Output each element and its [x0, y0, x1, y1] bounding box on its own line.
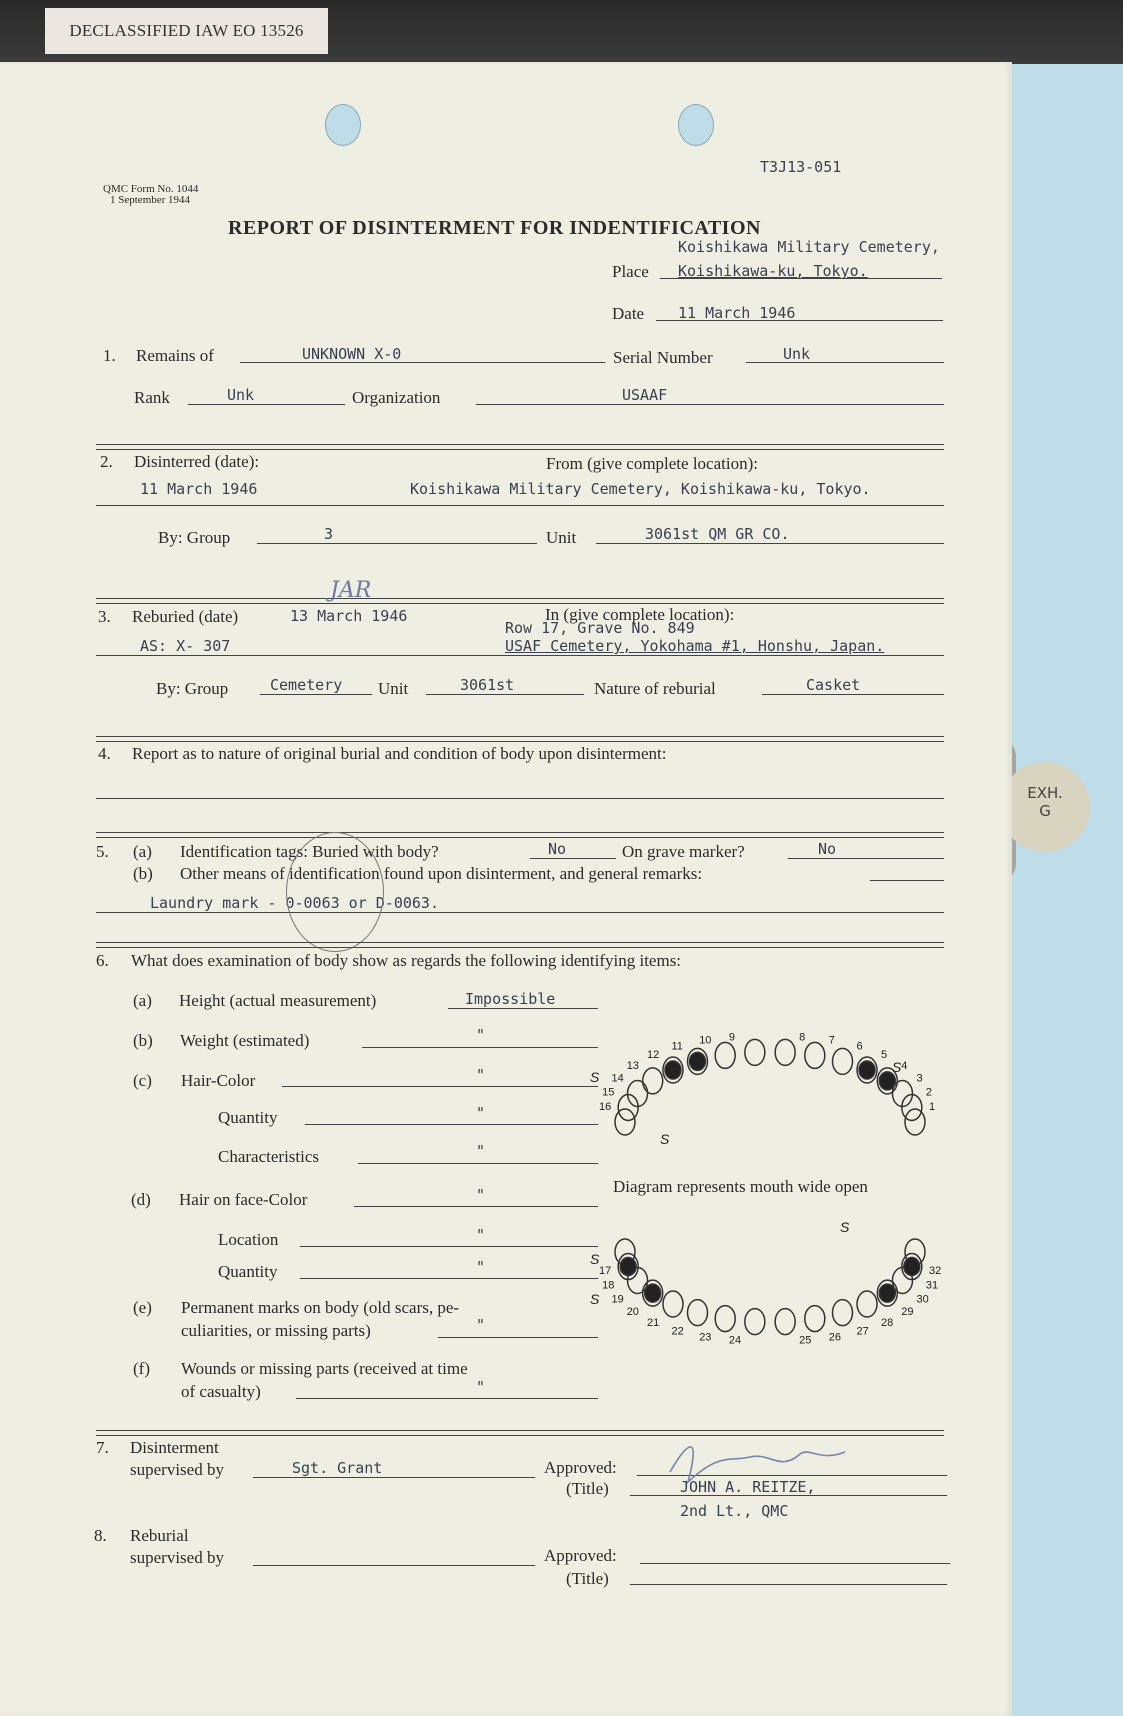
- face-key: (d): [131, 1190, 151, 1209]
- reburied-label: Reburied (date): [132, 607, 239, 626]
- approver-name: JOHN A. REITZE,: [680, 1478, 816, 1496]
- tags-label: Identification tags: Buried with body?: [180, 842, 439, 861]
- marks-label-line2: culiarities, or missing parts): [181, 1321, 371, 1340]
- remains-label: Remains of: [136, 346, 214, 365]
- in-location-line2: USAF Cemetery, Yokohama #1, Honshu, Japan.: [505, 637, 885, 655]
- tooth-outline: [805, 1042, 825, 1068]
- tooth-outline: [745, 1309, 765, 1335]
- by-group-value: 3: [324, 525, 334, 543]
- tooth-outline: [615, 1109, 635, 1135]
- tooth-number: 24: [728, 1334, 742, 1347]
- reburied-unit-label: Unit: [378, 679, 409, 698]
- wounds-label-line2: of casualty): [181, 1382, 261, 1401]
- date-value: 11 March 1946: [678, 304, 796, 322]
- height-key: (a): [133, 991, 152, 1010]
- report-title: REPORT OF DISINTERMENT FOR INDENTIFICATION: [228, 217, 761, 239]
- tooth-outline: [775, 1309, 795, 1335]
- characteristics-label: Characteristics: [218, 1147, 320, 1166]
- serial-label: Serial Number: [613, 348, 713, 367]
- s-mark: S: [660, 1131, 670, 1147]
- item6-number: 6.: [96, 951, 109, 970]
- s-mark: S: [590, 1291, 600, 1307]
- tooth-number: 18: [602, 1279, 615, 1292]
- height-value: Impossible: [465, 990, 556, 1008]
- tooth-outline: [663, 1291, 683, 1317]
- as-value: AS: X- 307: [140, 637, 231, 655]
- tooth-filling: [665, 1061, 681, 1079]
- tooth-number: 1: [929, 1101, 936, 1113]
- in-location-line1: Row 17, Grave No. 849: [505, 619, 695, 637]
- hair-color-key: (c): [133, 1071, 152, 1090]
- item4-number: 4.: [98, 744, 111, 763]
- approver-rank: 2nd Lt., QMC: [680, 1502, 789, 1520]
- by-group-label: By: Group: [158, 528, 231, 547]
- height-label: Height (actual measurement): [179, 991, 377, 1010]
- item1-number: 1.: [103, 346, 116, 365]
- tooth-number: 15: [602, 1086, 615, 1099]
- face-label: Hair on face-Color: [179, 1190, 308, 1209]
- tooth-number: 31: [925, 1279, 939, 1292]
- marks-label-line1: Permanent marks on body (old scars, pe-: [181, 1298, 460, 1317]
- document-page: [0, 62, 1012, 1716]
- tooth-outline: [833, 1300, 853, 1326]
- tooth-number: 4: [901, 1059, 908, 1072]
- tooth-number: 26: [828, 1331, 842, 1344]
- remains-value: UNKNOWN X-0: [302, 345, 402, 363]
- exhibit-line1: EXH.: [1027, 784, 1063, 802]
- marks-value: ": [476, 1316, 486, 1334]
- reburied-unit-value: 3061st: [460, 676, 515, 694]
- face-quantity-label: Quantity: [218, 1262, 278, 1281]
- tooth-number: 29: [901, 1306, 914, 1319]
- punch-hole-left: [325, 104, 361, 146]
- tooth-number: 11: [671, 1040, 683, 1053]
- nature-label: Nature of reburial: [594, 679, 716, 698]
- tooth-outline: [643, 1068, 663, 1094]
- reburied-date: 13 March 1946: [290, 607, 408, 625]
- tooth-filling: [904, 1258, 920, 1276]
- wounds-key: (f): [133, 1359, 150, 1378]
- marks-key: (e): [133, 1298, 152, 1317]
- item5b-key: (b): [133, 864, 153, 883]
- organization-label: Organization: [352, 388, 441, 407]
- tooth-number: 5: [881, 1048, 888, 1061]
- tooth-number: 9: [728, 1031, 735, 1044]
- initials: JAR: [330, 578, 372, 603]
- tooth-number: 13: [626, 1059, 639, 1072]
- tooth-number: 17: [599, 1265, 612, 1277]
- tooth-number: 10: [699, 1034, 712, 1047]
- rank-value: Unk: [227, 386, 255, 404]
- item8-label-line1: Reburial: [130, 1526, 189, 1545]
- item7-title-label: (Title): [566, 1479, 609, 1498]
- from-label: From (give complete location):: [546, 454, 758, 473]
- form-number: QMC Form No. 1044: [103, 183, 199, 195]
- tooth-number: 2: [925, 1086, 932, 1099]
- place-value-line1: Koishikawa Military Cemetery,: [678, 238, 940, 256]
- face-value: ": [476, 1186, 486, 1204]
- upper-teeth: [615, 1039, 925, 1135]
- diagram-caption: Diagram represents mouth wide open: [613, 1177, 868, 1196]
- hair-color-value: ": [476, 1066, 486, 1084]
- in-label: In (give complete location):: [545, 605, 735, 624]
- item4-label: Report as to nature of original burial and condition of body upon disinterment:: [132, 744, 667, 763]
- item2-number: 2.: [100, 452, 113, 471]
- location-label: Location: [218, 1230, 279, 1249]
- item5a-key: (a): [133, 842, 152, 861]
- face-quantity-value: ": [476, 1258, 486, 1276]
- tooth-number: 22: [671, 1325, 684, 1338]
- s-mark: S: [590, 1069, 600, 1085]
- item7-approved-label: Approved:: [544, 1458, 617, 1477]
- tooth-number: 32: [929, 1265, 942, 1277]
- item5-number: 5.: [96, 842, 109, 861]
- tooth-filling: [690, 1052, 706, 1070]
- from-location: Koishikawa Military Cemetery, Koishikawa-ku, Tokyo.: [410, 480, 871, 498]
- organization-value: USAAF: [622, 386, 668, 404]
- tooth-number: 20: [626, 1306, 639, 1319]
- tooth-number: 28: [881, 1317, 894, 1330]
- exhibit-line2: G: [1039, 802, 1051, 820]
- form-date: 1 September 1944: [110, 194, 191, 206]
- wounds-value: ": [476, 1378, 486, 1396]
- disinterment-supervisor: Sgt. Grant: [292, 1459, 383, 1477]
- tooth-outline: [688, 1300, 708, 1326]
- weight-key: (b): [133, 1031, 153, 1050]
- weight-value: ": [476, 1026, 486, 1044]
- tooth-outline: [905, 1109, 925, 1135]
- place-value: Koishikawa-ku, Tokyo.: [678, 262, 868, 280]
- rank-label: Rank: [134, 388, 170, 407]
- characteristics-value: ": [476, 1142, 486, 1160]
- tooth-number: 7: [828, 1034, 835, 1047]
- location-value: ": [476, 1226, 486, 1244]
- hair-quantity-label: Quantity: [218, 1108, 278, 1127]
- tooth-filling: [645, 1284, 661, 1302]
- unit-label: Unit: [546, 528, 577, 547]
- reburied-group-value: Cemetery: [270, 676, 343, 694]
- nature-value: Casket: [806, 676, 861, 694]
- tooth-number: 19: [611, 1293, 624, 1306]
- tooth-number: 6: [856, 1040, 863, 1053]
- disinterred-label: Disinterred (date):: [134, 452, 260, 471]
- declassified-stamp: DECLASSIFIED IAW EO 13526: [45, 8, 328, 54]
- tooth-outline: [745, 1039, 765, 1065]
- marker-value: No: [818, 840, 837, 858]
- item8-label-line2: supervised by: [130, 1548, 224, 1567]
- tooth-filling: [859, 1061, 875, 1079]
- tooth-outline: [775, 1039, 795, 1065]
- item3-number: 3.: [98, 607, 111, 626]
- tooth-number: 14: [611, 1072, 624, 1085]
- disinterred-date: 11 March 1946: [140, 480, 258, 498]
- s-mark: S: [590, 1251, 600, 1267]
- circle-mark: [286, 832, 384, 952]
- tooth-outline: [715, 1042, 735, 1068]
- tooth-number: 16: [599, 1101, 612, 1113]
- tooth-number: 25: [799, 1334, 812, 1347]
- item7-number: 7.: [96, 1438, 109, 1457]
- other-means-label: Other means of identification found upon disinterment, and general remarks:: [180, 864, 703, 883]
- tooth-number: 3: [916, 1072, 923, 1085]
- weight-label: Weight (estimated): [180, 1031, 310, 1050]
- tooth-number: 30: [916, 1293, 929, 1306]
- tags-value: No: [548, 840, 567, 858]
- tooth-filling: [620, 1258, 636, 1276]
- item8-number: 8.: [94, 1526, 107, 1545]
- s-mark: S: [892, 1059, 902, 1075]
- serial-value: Unk: [783, 345, 811, 363]
- tooth-outline: [805, 1306, 825, 1332]
- tooth-outline: [857, 1291, 877, 1317]
- item7-label-line1: Disinterment: [130, 1438, 219, 1457]
- place-label: Place: [612, 262, 649, 281]
- tooth-number: 27: [856, 1325, 869, 1338]
- other-means-value: Laundry mark - 0-0063 or D-0063.: [150, 894, 439, 912]
- marker-label: On grave marker?: [622, 842, 745, 861]
- hair-color-label: Hair-Color: [181, 1071, 256, 1090]
- tooth-number: 21: [646, 1317, 660, 1330]
- lower-teeth: [615, 1239, 925, 1335]
- item7-label-line2: supervised by: [130, 1460, 224, 1479]
- date-label: Date: [612, 304, 645, 323]
- unit-value: 3061st QM GR CO.: [645, 525, 790, 543]
- s-mark: S: [840, 1219, 850, 1235]
- reburied-group-label: By: Group: [156, 679, 229, 698]
- item8-approved-label: Approved:: [544, 1546, 617, 1565]
- tooth-outline: [833, 1048, 853, 1074]
- tooth-number: 12: [646, 1048, 660, 1061]
- tooth-number: 8: [799, 1031, 806, 1044]
- tooth-filling: [879, 1284, 895, 1302]
- tooth-number: 23: [699, 1331, 712, 1344]
- hair-quantity-value: ": [476, 1104, 486, 1122]
- document-number: T3J13-051: [760, 158, 842, 176]
- punch-hole-right: [678, 104, 714, 146]
- exhibit-sticker: [1000, 762, 1090, 852]
- item8-title-label: (Title): [566, 1569, 609, 1588]
- wounds-label-line1: Wounds or missing parts (received at time: [181, 1359, 468, 1378]
- item6-label: What does examination of body show as regards the following identifying items:: [131, 951, 682, 970]
- tooth-outline: [715, 1306, 735, 1332]
